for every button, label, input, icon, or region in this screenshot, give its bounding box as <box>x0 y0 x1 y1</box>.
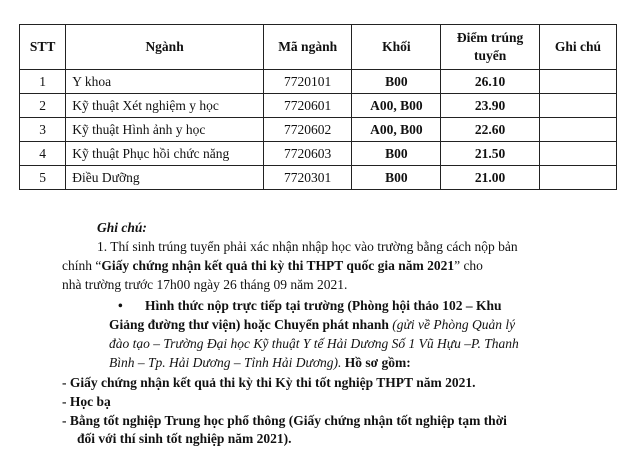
cell-nganh: Kỹ thuật Xét nghiệm y học <box>66 94 264 118</box>
cell-stt: 3 <box>20 118 66 142</box>
header-khoi: Khối <box>352 25 441 70</box>
header-ghi-chu: Ghi chú <box>539 25 616 70</box>
cell-khoi: A00, B00 <box>352 118 441 142</box>
admission-score-table <box>19 24 617 190</box>
cell-nganh: Y khoa <box>66 70 264 94</box>
cell-ma-nganh: 7720601 <box>263 94 352 118</box>
cell-nganh: Điều Dưỡng <box>66 166 264 190</box>
bullet-line4 <box>109 353 411 373</box>
cell-khoi: B00 <box>352 70 441 94</box>
cell-nganh: Kỹ thuật Phục hồi chức năng <box>66 142 264 166</box>
cell-ma-nganh: 7720603 <box>263 142 352 166</box>
header-stt: STT <box>20 25 66 70</box>
notes-title: Ghi chú: <box>97 220 147 235</box>
bullet-line2 <box>109 315 515 335</box>
notes-paragraph-line1: 1. Thí sinh trúng tuyển phải xác nhận nhập học vào trường bằng cách nộp bản <box>97 239 518 254</box>
list-item-continuation: đối với thí sinh tốt nghiệp năm 2021). <box>77 431 292 446</box>
header-diem-line2: tuyển <box>473 48 507 63</box>
list-item: - Bằng tốt nghiệp Trung học phổ thông (Giấy chứng nhận tốt nghiệp tạm thời <box>62 413 507 428</box>
cell-diem: 21.50 <box>441 142 540 166</box>
bullet-bold-text: Giảng đường thư viện) hoặc Chuyển phát nhanh <box>109 317 389 332</box>
cell-stt: 2 <box>20 94 66 118</box>
notes-bold-certificate: Giấy chứng nhận kết quả thi kỳ thi THPT quốc gia năm 2021 <box>101 258 455 273</box>
table-row <box>20 142 617 166</box>
table-row <box>20 166 617 190</box>
table-row <box>20 94 617 118</box>
table-header-row <box>20 25 617 70</box>
cell-diem: 26.10 <box>441 70 540 94</box>
header-diem-trung-tuyen <box>441 25 540 70</box>
header-diem-line1: Điểm trúng <box>456 30 524 45</box>
bullet-icon: • <box>118 298 123 313</box>
cell-ma-nganh: 7720101 <box>263 70 352 94</box>
header-ma-nganh: Mã ngành <box>263 25 352 70</box>
notes-text: chính “ <box>62 258 102 273</box>
cell-diem: 21.00 <box>441 166 540 190</box>
notes-paragraph-line3: nhà trường trước 17h00 ngày 26 tháng 09 năm 2021. <box>62 277 348 292</box>
bullet-italic-text: Bình – Tp. Hải Dương – Tỉnh Hải Dương). <box>109 355 342 370</box>
notes-text: ” cho <box>454 258 483 273</box>
cell-ma-nganh: 7720301 <box>263 166 352 190</box>
cell-khoi: B00 <box>352 142 441 166</box>
table-row <box>20 70 617 94</box>
cell-ghi-chu <box>539 94 616 118</box>
table-row <box>20 118 617 142</box>
bullet-line3: đào tạo – Trường Đại học Kỹ thuật Y tế Hải Dương Số 1 Vũ Hựu –P. Thanh <box>109 336 519 351</box>
cell-nganh: Kỹ thuật Hình ảnh y học <box>66 118 264 142</box>
list-item: - Học bạ <box>62 394 111 409</box>
cell-ghi-chu <box>539 142 616 166</box>
notes-paragraph-line2 <box>62 256 483 276</box>
cell-diem: 23.90 <box>441 94 540 118</box>
cell-diem: 22.60 <box>441 118 540 142</box>
bullet-italic-text: (gửi về Phòng Quản lý <box>388 317 516 332</box>
cell-stt: 4 <box>20 142 66 166</box>
cell-khoi: B00 <box>352 166 441 190</box>
bullet-line1: Hình thức nộp trực tiếp tại trường (Phòng hội thảo 102 – Khu <box>145 298 502 313</box>
cell-ghi-chu <box>539 70 616 94</box>
cell-ma-nganh: 7720602 <box>263 118 352 142</box>
cell-ghi-chu <box>539 118 616 142</box>
header-nganh: Ngành <box>66 25 264 70</box>
cell-stt: 5 <box>20 166 66 190</box>
cell-ghi-chu <box>539 166 616 190</box>
cell-khoi: A00, B00 <box>352 94 441 118</box>
bullet-bold-text: Hồ sơ gồm: <box>341 355 411 370</box>
cell-stt: 1 <box>20 70 66 94</box>
list-item: - Giấy chứng nhận kết quả thi kỳ thi Kỳ thi tốt nghiệp THPT năm 2021. <box>62 375 476 390</box>
